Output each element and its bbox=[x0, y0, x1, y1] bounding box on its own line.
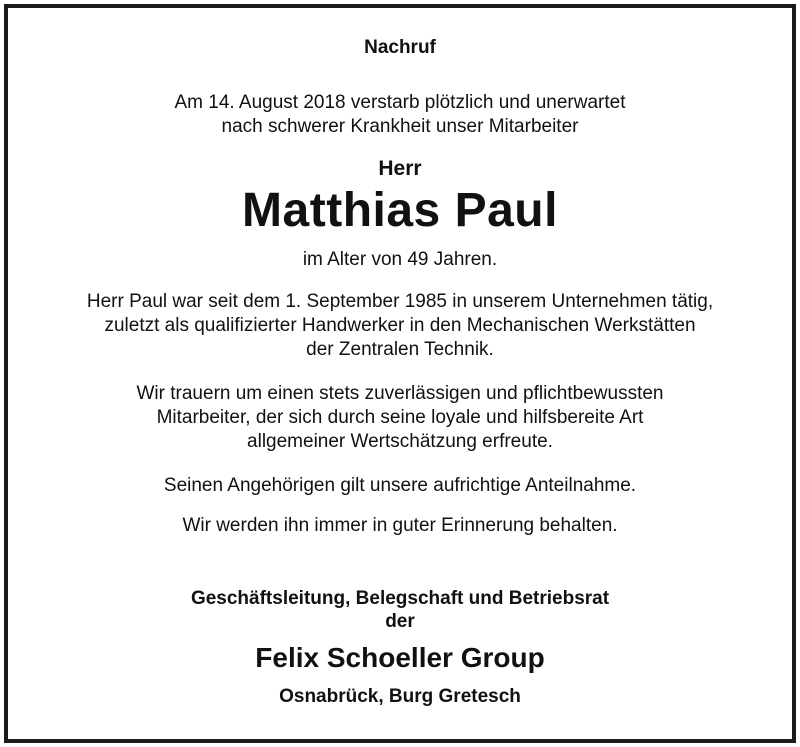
notice-heading: Nachruf bbox=[364, 37, 436, 58]
tribute-line-3: allgemeiner Wertschätzung erfreute. bbox=[247, 431, 553, 452]
career-line-2: zuletzt als qualifizierter Handwerker in den Mechanischen Werkstätten bbox=[104, 315, 696, 336]
career-line-1: Herr Paul war seit dem 1. September 1985 in unserem Unternehmen tätig, bbox=[86, 291, 714, 312]
tribute-line-2: Mitarbeiter, der sich durch seine loyale und hilfsbereite Art bbox=[156, 407, 644, 428]
tribute-line-1: Wir trauern um einen stets zuverlässigen und pflichtbewussten bbox=[136, 383, 664, 404]
intro-line-2: nach schwerer Krankheit unser Mitarbeiter bbox=[221, 116, 579, 137]
career-line-3: der Zentralen Technik. bbox=[306, 339, 494, 360]
intro-line-1: Am 14. August 2018 verstarb plötzlich und unerwartet bbox=[174, 92, 626, 113]
honorific: Herr bbox=[378, 157, 422, 180]
remembrance-line: Wir werden ihn immer in guter Erinnerung behalten. bbox=[182, 515, 618, 536]
deceased-name: Matthias Paul bbox=[242, 184, 558, 237]
signature-line-1: Geschäftsleitung, Belegschaft und Betriebsrat bbox=[190, 588, 610, 609]
condolence-line: Seinen Angehörigen gilt unsere aufrichtige Anteilnahme. bbox=[163, 475, 637, 496]
company-location: Osnabrück, Burg Gretesch bbox=[279, 686, 521, 707]
company-name: Felix Schoeller Group bbox=[255, 642, 545, 673]
age-line: im Alter von 49 Jahren. bbox=[302, 249, 498, 270]
signature-line-2: der bbox=[385, 611, 415, 632]
